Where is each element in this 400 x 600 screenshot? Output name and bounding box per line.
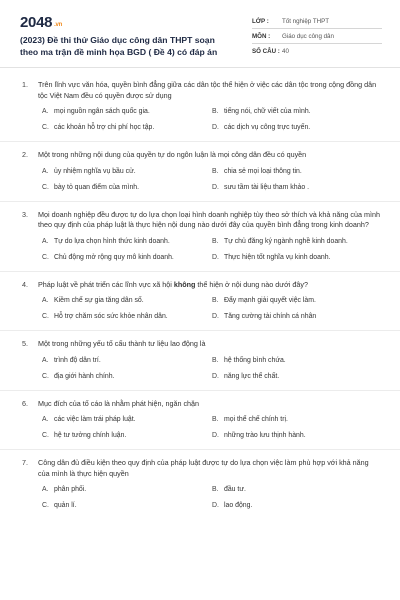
answer-options [38, 168, 382, 191]
question-7 [0, 458, 400, 509]
option-text: Hỗ trợ chăm sóc sức khỏe nhân dân. [54, 313, 168, 320]
option-text: năng lực thể chất. [224, 372, 280, 380]
option-text: ủy nhiệm nghĩa vụ bầu cử. [54, 167, 136, 175]
option-c[interactable] [42, 254, 212, 261]
option-b[interactable] [212, 297, 382, 304]
question-6 [0, 399, 400, 440]
option-text: Tự do lựa chọn hình thức kinh doanh. [54, 237, 170, 245]
option-a[interactable] [42, 486, 212, 493]
option-letter: B. [212, 356, 219, 364]
option-d[interactable] [212, 254, 382, 261]
option-text: mọi thể chế chính trị. [224, 416, 288, 423]
option-text: Chủ động mở rộng quy mô kinh doanh. [54, 253, 174, 261]
option-a[interactable] [42, 297, 212, 304]
option-d[interactable] [212, 313, 382, 320]
option-letter: D. [212, 432, 219, 439]
info-key: LỚP : [252, 17, 269, 25]
option-b[interactable] [212, 416, 382, 423]
option-c[interactable] [42, 313, 212, 320]
question-separator [0, 449, 400, 450]
option-text: Tăng cường tài chính cá nhân [224, 313, 317, 320]
option-c[interactable] [42, 502, 212, 509]
option-letter: C. [42, 432, 49, 439]
option-text: Tự chủ đăng ký ngành nghề kinh doanh. [224, 237, 348, 245]
option-c[interactable] [42, 373, 212, 380]
question-text: Một trong những nội dung của quyền tự do ngôn luận là mọi công dân đều có quyền [38, 150, 307, 159]
option-letter: D. [212, 253, 219, 261]
option-text: quản lí. [54, 502, 77, 509]
option-letter: C. [42, 124, 49, 131]
question-list [0, 80, 400, 509]
option-letter: B. [212, 108, 219, 115]
option-text: những trào lưu thịnh hành. [224, 432, 306, 439]
option-letter: B. [212, 416, 219, 423]
question-number: 7. [22, 458, 28, 467]
option-letter: C. [42, 313, 49, 320]
option-a[interactable] [42, 108, 212, 115]
option-letter: B. [212, 237, 219, 245]
option-letter: D. [212, 124, 219, 131]
page-title: (2023) Đề thi thử Giáo dục công dân THPT soạn theo ma trận đề minh họa BGD ( Đề 4) có đáp án [20, 35, 218, 57]
question-number: 4. [22, 279, 28, 289]
info-row-count [252, 44, 382, 59]
option-letter: D. [212, 183, 219, 191]
option-letter: B. [212, 486, 219, 493]
option-letter: D. [212, 313, 219, 320]
option-letter: C. [42, 502, 49, 509]
logo-text: 2048 [20, 14, 53, 31]
option-b[interactable] [212, 486, 382, 493]
option-letter: A. [42, 356, 49, 364]
question-separator [0, 390, 400, 391]
option-d[interactable] [212, 432, 382, 439]
question-emphasis: không [173, 279, 196, 289]
option-text: mọi nguồn ngân sách quốc gia. [54, 108, 150, 115]
answer-options [38, 297, 382, 320]
answer-options [38, 108, 382, 131]
option-letter: B. [212, 297, 219, 304]
option-text: Đẩy mạnh giải quyết việc làm. [224, 297, 316, 304]
option-letter: C. [42, 372, 49, 380]
question-number: 2. [22, 150, 28, 159]
answer-options [38, 486, 382, 509]
option-letter: A. [42, 167, 49, 175]
question-separator [0, 330, 400, 331]
option-text: Thực hiện tốt nghĩa vụ kinh doanh. [224, 253, 331, 261]
question-text-start: Pháp luật về phát triển các lĩnh vực xã hội [38, 279, 174, 289]
question-text: Mọi doanh nghiệp đều được tự do lựa chọn loại hình doanh nghiệp tùy theo sở thích và khả năng của mình theo quy định của pháp luật là thực hiện nội dung nào dưới đây của quyền bình đẳng trong kinh doanh? [38, 209, 380, 229]
option-text: lao động. [224, 502, 253, 509]
answer-options [38, 416, 382, 439]
option-text: trình độ dân trí. [54, 356, 101, 364]
option-text: phân phối. [54, 486, 87, 493]
info-key: MÔN : [252, 32, 271, 40]
option-b[interactable] [212, 168, 382, 175]
option-text: các khoản hỗ trợ chi phí học tập. [54, 124, 155, 131]
option-letter: A. [42, 297, 49, 304]
info-value: 40 [282, 48, 289, 55]
option-d[interactable] [212, 502, 382, 509]
option-letter: A. [42, 237, 49, 245]
question-number: 5. [22, 339, 28, 348]
option-d[interactable] [212, 184, 382, 191]
option-b[interactable] [212, 357, 382, 364]
question-1 [0, 80, 400, 131]
answer-options [38, 238, 382, 261]
option-letter: A. [42, 416, 49, 423]
question-text: Công dân đủ điều kiện theo quy định của pháp luật được tự do lựa chọn việc làm phù hợp với khả năng của mình là thực hiện quyền [38, 458, 369, 478]
option-letter: C. [42, 183, 49, 191]
option-text: địa giới hành chính. [54, 372, 115, 380]
question-4 [0, 280, 400, 321]
option-text: bày tỏ quan điểm của mình. [54, 183, 140, 191]
option-letter: D. [212, 372, 219, 380]
answer-options [38, 357, 382, 380]
option-b[interactable] [212, 108, 382, 115]
question-text: Mục đích của tố cáo là nhằm phát hiện, ngăn chặn [38, 398, 200, 408]
option-a[interactable] [42, 416, 212, 423]
option-d[interactable] [212, 373, 382, 380]
option-letter: A. [42, 108, 49, 115]
option-text: các việc làm trái pháp luật. [54, 416, 136, 423]
option-c[interactable] [42, 432, 212, 439]
option-text: hệ thống bình chứa. [224, 356, 286, 364]
question-5 [0, 339, 400, 380]
exam-info-table [252, 14, 382, 59]
option-text: sưu tầm tài liệu tham khảo . [224, 183, 310, 191]
option-a[interactable] [42, 357, 212, 364]
header-divider [0, 67, 400, 68]
page-header [0, 0, 400, 64]
option-c[interactable] [42, 124, 212, 131]
info-value: Giáo dục công dân [282, 32, 334, 40]
option-text: các dịch vụ công trực tuyến. [224, 124, 311, 131]
question-separator [0, 271, 400, 272]
option-b[interactable] [212, 238, 382, 245]
info-row-subject [252, 29, 382, 44]
question-text-end: thể hiện ở nội dung nào dưới đây? [195, 279, 308, 289]
option-text: Kiềm chế sự gia tăng dân số. [54, 297, 144, 304]
info-value: Tốt nghiệp THPT [282, 17, 330, 25]
option-letter: C. [42, 253, 49, 261]
logo-domain: .vn [54, 22, 62, 28]
question-number: 3. [22, 209, 28, 219]
option-letter: A. [42, 486, 49, 493]
question-text: Trên lĩnh vực văn hóa, quyền bình đẳng giữa các dân tộc thể hiện ở việc các dân tộc trong cộng đồng dân tộc Việt Nam đều có quyền được sử dụng [38, 80, 377, 100]
question-number: 1. [22, 80, 28, 89]
question-text: Một trong những yếu tố cấu thành tư liệu lao động là [38, 339, 206, 348]
question-separator [0, 141, 400, 142]
option-text: hệ tư tưởng chính luận. [54, 432, 127, 439]
info-key: SỐ CÂU : [252, 48, 280, 55]
option-letter: B. [212, 167, 219, 175]
site-logo[interactable] [20, 14, 62, 31]
question-3 [0, 210, 400, 261]
option-a[interactable] [42, 238, 212, 245]
option-text: tiếng nói, chữ viết của mình. [224, 108, 311, 115]
option-letter: D. [212, 502, 219, 509]
option-a[interactable] [42, 168, 212, 175]
option-text: đầu tư. [224, 486, 246, 493]
question-2 [0, 150, 400, 191]
option-c[interactable] [42, 184, 212, 191]
info-row-grade [252, 14, 382, 29]
question-separator [0, 201, 400, 202]
option-d[interactable] [212, 124, 382, 131]
question-text [38, 280, 382, 291]
question-number: 6. [22, 398, 28, 408]
option-text: chia sẻ mọi loại thông tin. [224, 167, 302, 175]
